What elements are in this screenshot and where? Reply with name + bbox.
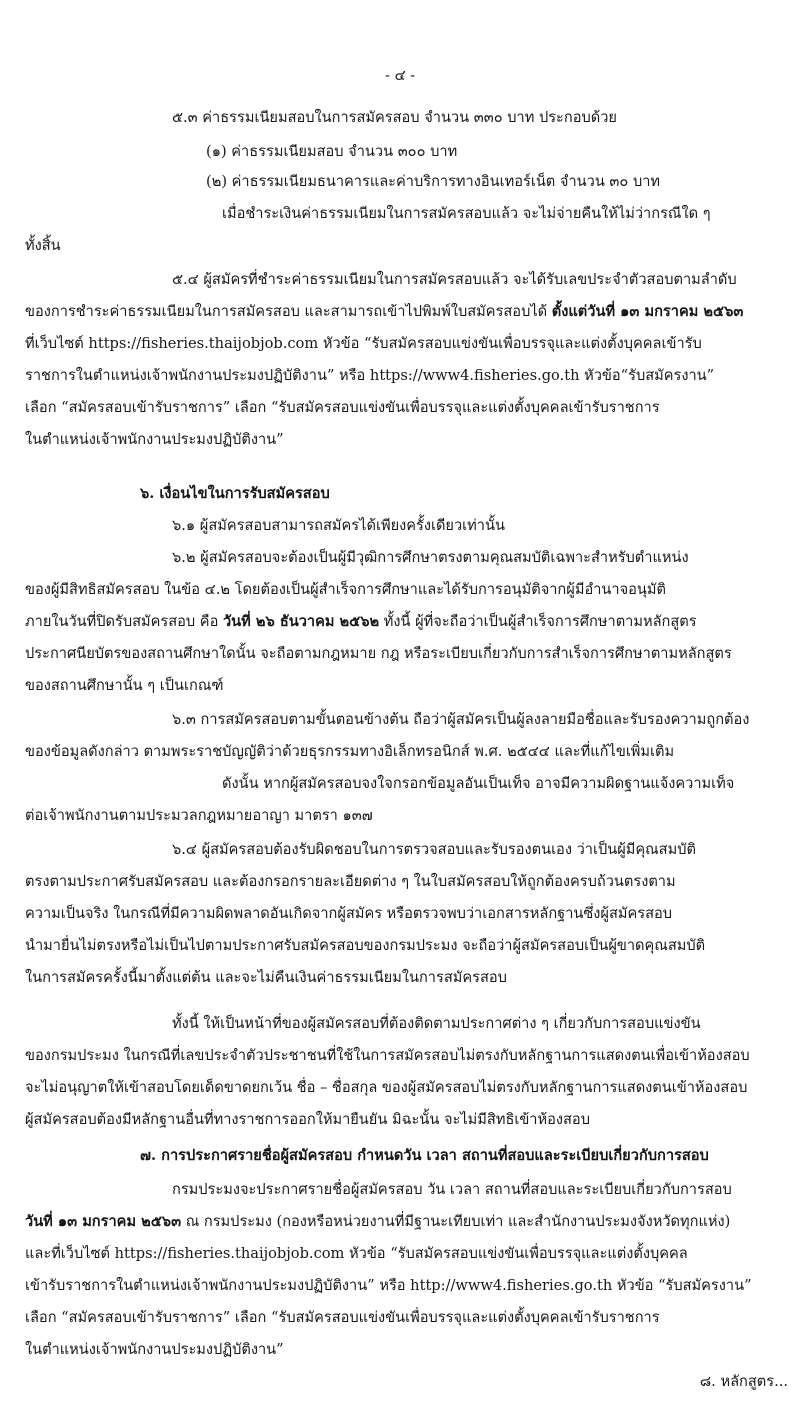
sec6-3-line: ต่อเจ้าพนักงานตามประมวลกฎหมายอาญา มาตรา ๑๓๗: [25, 807, 373, 824]
print-date: ตั้งแต่วันที่ ๑๓ มกราคม ๒๕๖๓: [551, 303, 744, 320]
sec6-4-line: ในการสมัครครั้งนี้มาตั้งแต่ต้น และจะไม่คืนเงินค่าธรรมเนียมในการสมัครสอบ: [25, 969, 507, 986]
sec6-2-text: ทั้งนี้ ผู้ที่จะถือว่าเป็นผู้สำเร็จการศึกษาตามหลักสูตร: [383, 613, 697, 630]
sec6-1-line: ๖.๑ ผู้สมัครสอบสามารถสมัครได้เพียงครั้งเดียวเท่านั้น: [172, 517, 505, 534]
sec5-4-line: ราชการในตำแหน่งเจ้าพนักงานประมงปฏิบัติงาน” หรือ https://www4.fisheries.go.th หัวข้อ“รับสมัครงาน”: [25, 367, 715, 384]
sec6-3-line: ๖.๓ การสมัครสอบตามขั้นตอนข้างต้น ถือว่าผู้สมัครเป็นผู้ลงลายมือชื่อและรับรองความถูกต้อง: [172, 711, 750, 728]
sec6-note-line: ทั้งนี้ ให้เป็นหน้าที่ของผู้สมัครสอบที่ต้องติดตามประกาศต่าง ๆ เกี่ยวกับการสอบแข่งขัน: [172, 1015, 701, 1032]
sec6-3-line: ดังนั้น หากผู้สมัครสอบจงใจกรอกข้อมูลอันเป็นเท็จ อาจมีความผิดฐานแจ้งความเท็จ: [222, 775, 735, 792]
sec6-4-line: ๖.๔ ผู้สมัครสอบต้องรับผิดชอบในการตรวจสอบและรับรองตนเอง ว่าเป็นผู้มีคุณสมบัติ: [172, 841, 696, 858]
sec5-3-item-1: (๑) ค่าธรรมเนียมสอบ จำนวน ๓๐๐ บาท: [206, 143, 458, 160]
sec5-3-item-2: (๒) ค่าธรรมเนียมธนาคารและค่าบริการทางอินเทอร์เน็ต จำนวน ๓๐ บาท: [206, 173, 661, 190]
sec6-2-line: ของสถานศึกษานั้น ๆ เป็นเกณฑ์: [25, 677, 224, 694]
sec6-2-line: [25, 612, 697, 632]
sec5-4-line: ๕.๔ ผู้สมัครที่ชำระค่าธรรมเนียมในการสมัครสอบแล้ว จะได้รับเลขประจำตัวสอบตามลำดับ: [172, 271, 737, 288]
sec6-heading: ๖. เงื่อนไขในการรับสมัครสอบ: [140, 485, 330, 502]
sec6-2-line: ประกาศนียบัตรของสถานศึกษาใดนั้น จะถือตามกฎหมาย กฎ หรือระเบียบเกี่ยวกับการสำเร็จการศึกษาตามหลักสูตร: [25, 645, 732, 662]
sec5-3-line: เมื่อชำระเงินค่าธรรมเนียมในการสมัครสอบแล้ว จะไม่จ่ายคืนให้ไม่ว่ากรณีใด ๆ: [222, 205, 711, 222]
page-number: - ๔ -: [385, 67, 416, 84]
sec5-3-line: ๕.๓ ค่าธรรมเนียมสอบในการสมัครสอบ จำนวน ๓๓๐ บาท ประกอบด้วย: [172, 109, 617, 126]
sec7-line: ในตำแหน่งเจ้าพนักงานประมงปฏิบัติงาน”: [25, 1341, 284, 1358]
next-page-marker: ๘. หลักสูตร...: [699, 1373, 788, 1390]
sec5-4-line: ที่เว็บไซต์ https://fisheries.thaijobjob.com หัวข้อ “รับสมัครสอบแข่งขันเพื่อบรรจุและแต่งตั้งบุคคลเข้ารับ: [25, 335, 702, 352]
sec7-heading: ๗. การประกาศรายชื่อผู้สมัครสอบ กำหนดวัน เวลา สถานที่สอบและระเบียบเกี่ยวกับการสอบ: [140, 1147, 709, 1164]
sec6-3-line: ของข้อมูลดังกล่าว ตามพระราชบัญญัติว่าด้วยธุรกรรมทางอิเล็กทรอนิกส์ พ.ศ. ๒๕๔๔ และที่แก้ไขเพิ่มเติม: [25, 743, 675, 760]
sec6-4-line: ความเป็นจริง ในกรณีที่มีความผิดพลาดอันเกิดจากผู้สมัคร หรือตรวจพบว่าเอกสารหลักฐานซึ่งผู้สมัครสอบ: [25, 905, 673, 922]
sec6-2-line: ของผู้มีสิทธิสมัครสอบ ในข้อ ๔.๒ โดยต้องเป็นผู้สำเร็จการศึกษาและได้รับการอนุมัติจากผู้มีอำนาจอนุมัติ: [25, 581, 666, 598]
sec7-text: ณ กรมประมง (กองหรือหน่วยงานที่มีฐานะเทียบเท่า และสำนักงานประมงจังหวัดทุกแห่ง): [185, 1213, 731, 1230]
sec5-4-line: เลือก “สมัครสอบเข้ารับราชการ” เลือก “รับสมัครสอบแข่งขันเพื่อบรรจุและแต่งตั้งบุคคลเข้ารับราชการ: [25, 399, 660, 416]
sec6-note-line: ของกรมประมง ในกรณีที่เลขประจำตัวประชาชนที่ใช้ในการสมัครสอบไม่ตรงกับหลักฐานการแสดงตนเพื่อเข้าห้องสอบ: [25, 1047, 750, 1064]
sec6-2-line: ๖.๒ ผู้สมัครสอบจะต้องเป็นผู้มีวุฒิการศึกษาตรงตามคุณสมบัติเฉพาะสำหรับตำแหน่ง: [172, 549, 689, 566]
sec5-3-line: ทั้งสิ้น: [25, 237, 61, 254]
sec7-line: เข้ารับราชการในตำแหน่งเจ้าพนักงานประมงปฏิบัติงาน” หรือ http://www4.fisheries.go.th หัวข้อ “รับสมัครงาน”: [25, 1277, 752, 1294]
closing-date: วันที่ ๒๖ ธันวาคม ๒๕๖๒: [222, 613, 380, 630]
sec5-4-line: [25, 302, 743, 322]
sec6-note-line: จะไม่อนุญาตให้เข้าสอบโดยเด็ดขาดยกเว้น ชื่อ – ชื่อสกุล ของผู้สมัครสอบไม่ตรงกับหลักฐานการแสดงตนเข้าห้องสอบ: [25, 1079, 748, 1096]
sec7-line: กรมประมงจะประกาศรายชื่อผู้สมัครสอบ วัน เวลา สถานที่สอบและระเบียบเกี่ยวกับการสอบ: [172, 1181, 732, 1198]
sec6-2-text: ภายในวันที่ปิดรับสมัครสอบ คือ: [25, 613, 219, 630]
sec5-4-line: ในตำแหน่งเจ้าพนักงานประมงปฏิบัติงาน”: [25, 431, 284, 448]
sec6-4-line: ตรงตามประกาศรับสมัครสอบ และต้องกรอกรายละเอียดต่าง ๆ ในใบสมัครสอบให้ถูกต้องครบถ้วนตรงตาม: [25, 873, 676, 890]
sec7-line: [25, 1212, 730, 1232]
sec6-4-line: นำมายื่นไม่ตรงหรือไม่เป็นไปตามประกาศรับสมัครสอบของกรมประมง จะถือว่าผู้สมัครสอบเป็นผู้ขาดคุณสมบัติ: [25, 937, 706, 954]
sec6-note-line: ผู้สมัครสอบต้องมีหลักฐานอื่นที่ทางราชการออกให้มายืนยัน มิฉะนั้น จะไม่มีสิทธิเข้าห้องสอบ: [25, 1111, 590, 1128]
sec7-line: และที่เว็บไซต์ https://fisheries.thaijobjob.com หัวข้อ “รับสมัครสอบแข่งขันเพื่อบรรจุและแต่งตั้งบุคคล: [25, 1245, 688, 1262]
sec5-4-text: ของการชำระค่าธรรมเนียมในการสมัครสอบ และสามารถเข้าไปพิมพ์ใบสมัครสอบได้: [25, 303, 548, 320]
sec7-line: เลือก “สมัครสอบเข้ารับราชการ” เลือก “รับสมัครสอบแข่งขันเพื่อบรรจุและแต่งตั้งบุคคลเข้ารับราชการ: [25, 1309, 660, 1326]
announce-date: วันที่ ๑๓ มกราคม ๒๕๖๓: [25, 1213, 182, 1230]
